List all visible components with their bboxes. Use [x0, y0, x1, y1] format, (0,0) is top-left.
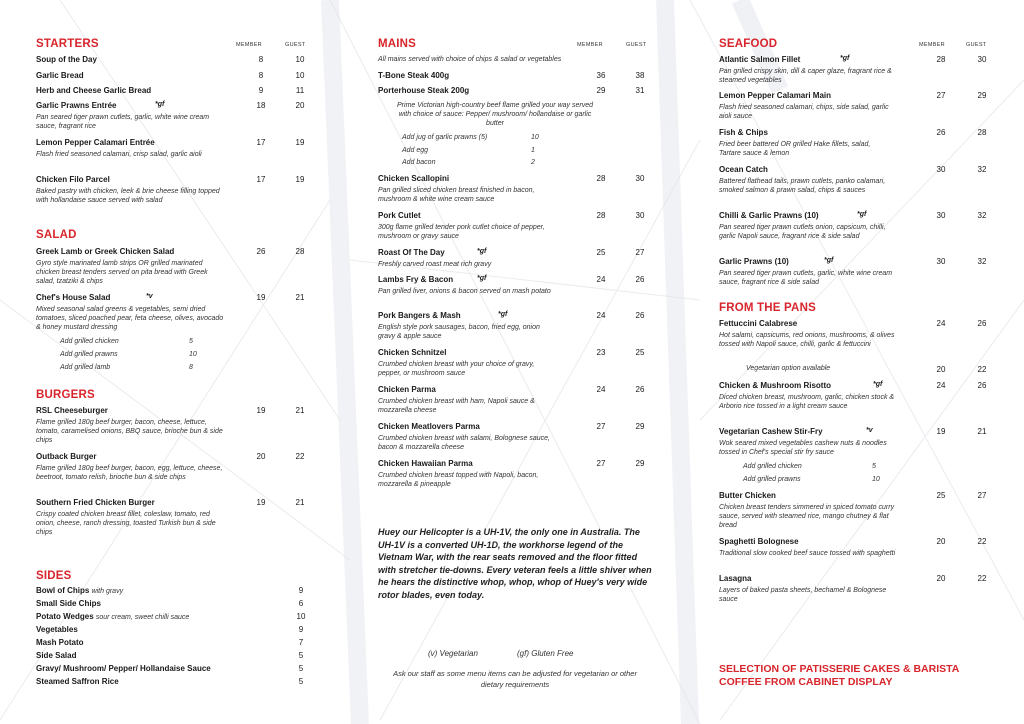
- menu-item-name: Fettuccini Calabrese: [719, 319, 798, 328]
- side-price: 5: [298, 651, 304, 660]
- member-header: MEMBER: [236, 42, 262, 48]
- menu-item-description: Gyro style marinated lamb strips OR grilled marinated chicken breast tenders served on pita bread with Greek salad, tzatziki & chips: [36, 260, 208, 286]
- member-price: 20: [936, 365, 946, 374]
- menu-item-description: Crumbed chicken breast with your choice of gravy, pepper, or mushroom sauce: [378, 361, 535, 378]
- member-price: 29: [596, 86, 606, 95]
- guest-price: 22: [977, 574, 987, 583]
- guest-price: 21: [295, 406, 305, 415]
- menu-item-name: Herb and Cheese Garlic Bread: [36, 86, 152, 95]
- menu-item-name: Lemon Pepper Calamari Entrée: [36, 138, 155, 147]
- addon-price: 10: [189, 351, 197, 358]
- gluten-free-tag: *gf: [840, 55, 850, 62]
- member-header: MEMBER: [577, 42, 603, 48]
- addon-price: 5: [189, 338, 193, 345]
- addon-label: Add egg: [402, 147, 429, 154]
- guest-header: GUEST: [966, 42, 987, 48]
- menu-item-description: Crumbed chicken breast with ham, Napoli sauce & mozzarella cheese: [378, 398, 535, 415]
- guest-price: 19: [295, 138, 305, 147]
- member-price: 27: [596, 459, 606, 468]
- addon-price: 5: [872, 463, 876, 470]
- menu-item-name: Roast Of The Day: [378, 248, 445, 257]
- menu-item-name: Chicken Parma: [378, 385, 436, 394]
- guest-price: 10: [295, 55, 305, 64]
- guest-price: 10: [295, 71, 305, 80]
- member-price: 19: [256, 498, 266, 507]
- menu-item-name: Porterhouse Steak 200g: [378, 86, 470, 95]
- menu-item-description: Pan grilled liver, onions & bacon served on mash potato: [378, 288, 551, 295]
- guest-price: 32: [977, 165, 987, 174]
- menu-item-description: Wok seared mixed vegetables cashew nuts & noodles tossed in Chef's special stir fry sauce: [719, 440, 887, 457]
- menu-item-name: Outback Burger: [36, 452, 97, 461]
- menu-item-description: Baked pastry with chicken, leek & brie cheese filling topped with hollandaise sauce served with salad: [36, 188, 220, 205]
- menu-item-name: Chicken Schnitzel: [378, 348, 447, 357]
- vegetarian-option-label: Vegetarian option available: [746, 365, 831, 372]
- member-price: 17: [256, 138, 266, 147]
- menu-item-name: Chicken Scallopini: [378, 174, 450, 183]
- menu-item-description: Pan grilled sliced chicken breast finished in bacon, mushroom & white wine cream sauce: [378, 187, 535, 204]
- side-price: 9: [298, 586, 304, 595]
- menu-item-name: Spaghetti Bolognese: [719, 537, 799, 546]
- side-item-name: Mash Potato: [36, 638, 84, 647]
- menu-item-name: RSL Cheeseburger: [36, 406, 108, 415]
- menu-item-description: Layers of baked pasta sheets, bechamel & Bolognese sauce: [719, 587, 887, 604]
- member-price: 25: [596, 248, 606, 257]
- member-price: 20: [936, 574, 946, 583]
- guest-price: 22: [977, 537, 987, 546]
- menu-item-name: Atlantic Salmon Fillet: [719, 55, 801, 64]
- menu-item-description: Pan seared tiger prawn cutlets onion, capsicum, chilli, garlic Napoli sauce, fragrant rice & side salad: [719, 224, 886, 241]
- guest-price: 29: [635, 459, 645, 468]
- guest-price: 38: [635, 71, 645, 80]
- member-price: 24: [596, 385, 606, 394]
- menu-item-description: Freshly carved roast meat rich gravy: [378, 261, 492, 268]
- guest-price: 26: [977, 381, 987, 390]
- side-item-name: Vegetables: [36, 625, 78, 634]
- side-item-name: Potato Wedges sour cream, sweet chilli sauce: [36, 612, 190, 621]
- section-title-seafood: SEAFOOD: [719, 38, 778, 50]
- menu-item-name: Chicken Filo Parcel: [36, 175, 110, 184]
- member-price: 28: [596, 174, 606, 183]
- menu-item-description: Crumbed chicken breast with salami, Bolognese sauce, bacon & mozzarella cheese: [378, 435, 550, 452]
- guest-price: 22: [295, 452, 305, 461]
- guest-header: GUEST: [285, 42, 306, 48]
- member-price: 25: [936, 491, 946, 500]
- member-price: 18: [256, 101, 266, 110]
- member-price: 30: [936, 211, 946, 220]
- guest-price: 21: [977, 427, 987, 436]
- cabinet-display-banner: SELECTION OF PATISSERIE CAKES & BARISTA COFFEE FROM CABINET DISPLAY: [719, 663, 959, 688]
- menu-item-description: Pan seared tiger prawn cutlets, garlic, white wine cream sauce, fragrant rice: [36, 114, 210, 131]
- member-price: 30: [936, 257, 946, 266]
- guest-price: 25: [635, 348, 645, 357]
- member-price: 26: [256, 247, 266, 256]
- member-price: 26: [936, 128, 946, 137]
- member-price: 36: [596, 71, 606, 80]
- legend-gluten-free: (gf) Gluten Free: [517, 649, 574, 658]
- addon-price: 10: [872, 476, 880, 483]
- member-price: 24: [936, 319, 946, 328]
- menu-item-name: Lambs Fry & Bacon: [378, 275, 454, 284]
- guest-price: 20: [295, 101, 305, 110]
- side-price: 9: [298, 625, 304, 634]
- menu-item-description: Pan seared tiger prawn cutlets, garlic, white wine cream sauce, fragrant rice & side salad: [719, 270, 893, 287]
- section-title-mains: MAINS: [378, 38, 417, 50]
- guest-price: 32: [977, 257, 987, 266]
- guest-price: 26: [635, 385, 645, 394]
- menu-item-name: Chicken Meatlovers Parma: [378, 422, 480, 431]
- guest-price: 21: [295, 293, 305, 302]
- gluten-free-tag: *gf: [477, 275, 487, 282]
- member-price: 8: [258, 71, 264, 80]
- menu-item-name: Lasagna: [719, 574, 752, 583]
- menu-item-description: Mixed seasonal salad greens & vegetables, semi dried tomatoes, sliced poached pear, feta cheese, olives, avocado & honey mustard dressing: [36, 306, 224, 332]
- addon-label: Add grilled lamb: [60, 364, 111, 371]
- addon-price: 1: [531, 147, 535, 154]
- gluten-free-tag: *gf: [873, 381, 883, 388]
- member-price: 27: [936, 91, 946, 100]
- menu-item-name: Pork Cutlet: [378, 211, 421, 220]
- menu-item-description: Fried beer battered OR grilled Hake fillets, salad, Tartare sauce & lemon: [719, 141, 871, 158]
- menu-item-description: Crumbed chicken breast topped with Napoli, bacon, mozzarella & pineapple: [378, 472, 539, 489]
- section-title-starters: STARTERS: [36, 38, 99, 50]
- menu-item-name: Garlic Prawns (10): [719, 257, 789, 266]
- menu-item-name: Lemon Pepper Calamari Main: [719, 91, 832, 100]
- menu-item-description: Flame grilled 180g beef burger, bacon, egg, lettuce, cheese, beetroot, tomato relish, brioche bun & side chips: [36, 465, 223, 482]
- member-price: 24: [936, 381, 946, 390]
- menu-item-name: Soup of the Day: [36, 55, 97, 64]
- side-price: 6: [298, 599, 304, 608]
- menu-item-description: Pan grilled crispy skin, dill & caper glaze, fragrant rice & steamed vegetables: [719, 68, 892, 85]
- member-price: 20: [936, 537, 946, 546]
- menu-item-name: Chilli & Garlic Prawns (10): [719, 211, 819, 220]
- guest-price: 28: [295, 247, 305, 256]
- vegetarian-tag: *v: [146, 293, 153, 300]
- addon-label: Add grilled prawns: [743, 476, 801, 483]
- helicopter-story: Huey our Helicopter is a UH-1V, the only one in Australia. The UH-1V is a converted UH-1D, the workhorse legend of the Vietnam War, with the rear seats removed and the floor fitted with stretcher tie-downs. Every veteran feels a little shiver when he hears the distinctive whop, whop, whop of Huey's very wide rotor blades, even today.: [378, 527, 652, 600]
- vegetarian-tag: *v: [866, 427, 873, 434]
- section-title-burgers: BURGERS: [36, 389, 95, 401]
- menu-item-name: Garlic Bread: [36, 71, 84, 80]
- member-header: MEMBER: [919, 42, 945, 48]
- addon-label: Add grilled chicken: [743, 463, 802, 470]
- side-item-name: Gravy/ Mushroom/ Pepper/ Hollandaise Sauce: [36, 664, 211, 673]
- guest-price: 32: [977, 211, 987, 220]
- guest-price: 29: [635, 422, 645, 431]
- gluten-free-tag: *gf: [857, 211, 867, 218]
- menu-item-description: Crispy coated chicken breast fillet, coleslaw, tomato, red onion, cheese, ranch dressing, toasted Turkish bun & side chips: [36, 511, 216, 537]
- section-title-salad: SALAD: [36, 229, 77, 241]
- member-price: 28: [936, 55, 946, 64]
- guest-price: 27: [635, 248, 645, 257]
- menu-item-name: Chicken Hawaiian Parma: [378, 459, 473, 468]
- menu-item-description: Diced chicken breast, mushroom, garlic, chicken stock & Arborio rice tossed in a light cream sauce: [719, 394, 895, 411]
- member-price: 30: [936, 165, 946, 174]
- member-price: 8: [258, 55, 264, 64]
- guest-header: GUEST: [626, 42, 647, 48]
- section-title-from-the-pans: FROM THE PANS: [719, 302, 816, 314]
- menu-item-description: Battered flathead tails, prawn cutlets, panko calamari, smoked salmon & prawn salad, chips & sauces: [719, 178, 886, 195]
- guest-price: 29: [977, 91, 987, 100]
- menu-item-description: English style pork sausages, bacon, fried egg, onion gravy & apple sauce: [378, 324, 540, 341]
- menu-item-name: Pork Bangers & Mash: [378, 311, 461, 320]
- guest-price: 26: [977, 319, 987, 328]
- menu-item-name: Ocean Catch: [719, 165, 768, 174]
- member-price: 23: [596, 348, 606, 357]
- menu-item-description: Chicken breast tenders simmered in spiced tomato curry sauce, served with steamed rice, mango chutney & flat bread: [719, 504, 895, 530]
- addon-label: Add grilled chicken: [60, 338, 119, 345]
- guest-price: 28: [977, 128, 987, 137]
- menu-item-description: Flash fried seasoned calamari, chips, side salad, garlic aioli sauce: [719, 104, 889, 121]
- menu-item-description: Flash fried seasoned calamari, crisp salad, garlic aioli: [36, 151, 202, 158]
- menu-item-description: Flame grilled 180g beef burger, bacon, cheese, lettuce, tomato, caramelised onions, BBQ sauce, brioche bun & side chips: [36, 419, 223, 445]
- menu-item-description: 300g flame grilled tender pork cutlet choice of pepper, mushroom or gravy sauce: [378, 224, 545, 241]
- member-price: 19: [936, 427, 946, 436]
- guest-price: 27: [977, 491, 987, 500]
- side-item-name: Steamed Saffron Rice: [36, 677, 119, 686]
- menu-item-name: Vegetarian Cashew Stir-Fry: [719, 427, 823, 436]
- member-price: 28: [596, 211, 606, 220]
- mains-intro: All mains served with choice of chips & salad or vegetables: [378, 56, 562, 63]
- menu-item-name: T-Bone Steak 400g: [378, 71, 450, 80]
- gluten-free-tag: *gf: [824, 257, 834, 264]
- addon-label: Add bacon: [402, 159, 436, 166]
- menu-item-description: Traditional slow cooked beef sauce tossed with spaghetti: [719, 550, 896, 557]
- gluten-free-tag: *gf: [498, 311, 508, 318]
- member-price: 19: [256, 406, 266, 415]
- guest-price: 26: [635, 275, 645, 284]
- legend-vegetarian: (v) Vegetarian: [428, 649, 478, 658]
- menu-item-name: Chef's House Salad: [36, 293, 111, 302]
- member-price: 24: [596, 311, 606, 320]
- side-item-name: Bowl of Chips with gravy: [36, 586, 124, 595]
- side-item-name: Small Side Chips: [36, 599, 101, 608]
- member-price: 20: [256, 452, 266, 461]
- section-title-sides: SIDES: [36, 570, 72, 582]
- steak-description: Prime Victorian high-country beef flame grilled your way served with choice of sauce: Pepper/ mushroom/ hollandaise or garlic butter: [397, 102, 593, 128]
- menu-item-description: Hot salami, capsicums, red onions, mushrooms, & olives tossed with Napoli sauce, chilli, garlic & fettuccini: [719, 332, 895, 349]
- side-price: 5: [298, 677, 304, 686]
- addon-label: Add grilled prawns: [60, 351, 118, 358]
- guest-price: 19: [295, 175, 305, 184]
- side-price: 10: [296, 612, 306, 621]
- guest-price: 21: [295, 498, 305, 507]
- menu-item-name: Fish & Chips: [719, 128, 768, 137]
- member-price: 27: [596, 422, 606, 431]
- dietary-note: Ask our staff as some menu items can be adjusted for vegetarian or other dietary requirements: [393, 669, 637, 689]
- addon-price: 8: [189, 364, 193, 371]
- guest-price: 30: [635, 174, 645, 183]
- member-price: 19: [256, 293, 266, 302]
- menu-item-name: Southern Fried Chicken Burger: [36, 498, 155, 507]
- menu-item-name: Garlic Prawns Entrée: [36, 101, 117, 110]
- guest-price: 30: [635, 211, 645, 220]
- gluten-free-tag: *gf: [477, 248, 487, 255]
- guest-price: 31: [635, 86, 645, 95]
- side-price: 7: [298, 638, 304, 647]
- guest-price: 11: [295, 86, 305, 95]
- member-price: 17: [256, 175, 266, 184]
- member-price: 9: [258, 86, 264, 95]
- guest-price: 26: [635, 311, 645, 320]
- menu-item-name: Greek Lamb or Greek Chicken Salad: [36, 247, 175, 256]
- addon-price: 10: [531, 134, 539, 141]
- side-price: 5: [298, 664, 304, 673]
- guest-price: 30: [977, 55, 987, 64]
- gluten-free-tag: *gf: [155, 101, 165, 108]
- side-item-name: Side Salad: [36, 651, 77, 660]
- menu-item-name: Butter Chicken: [719, 491, 776, 500]
- addon-label: Add jug of garlic prawns (5): [402, 134, 488, 141]
- guest-price: 22: [977, 365, 987, 374]
- addon-price: 2: [531, 159, 535, 166]
- menu-item-name: Chicken & Mushroom Risotto: [719, 381, 832, 390]
- member-price: 24: [596, 275, 606, 284]
